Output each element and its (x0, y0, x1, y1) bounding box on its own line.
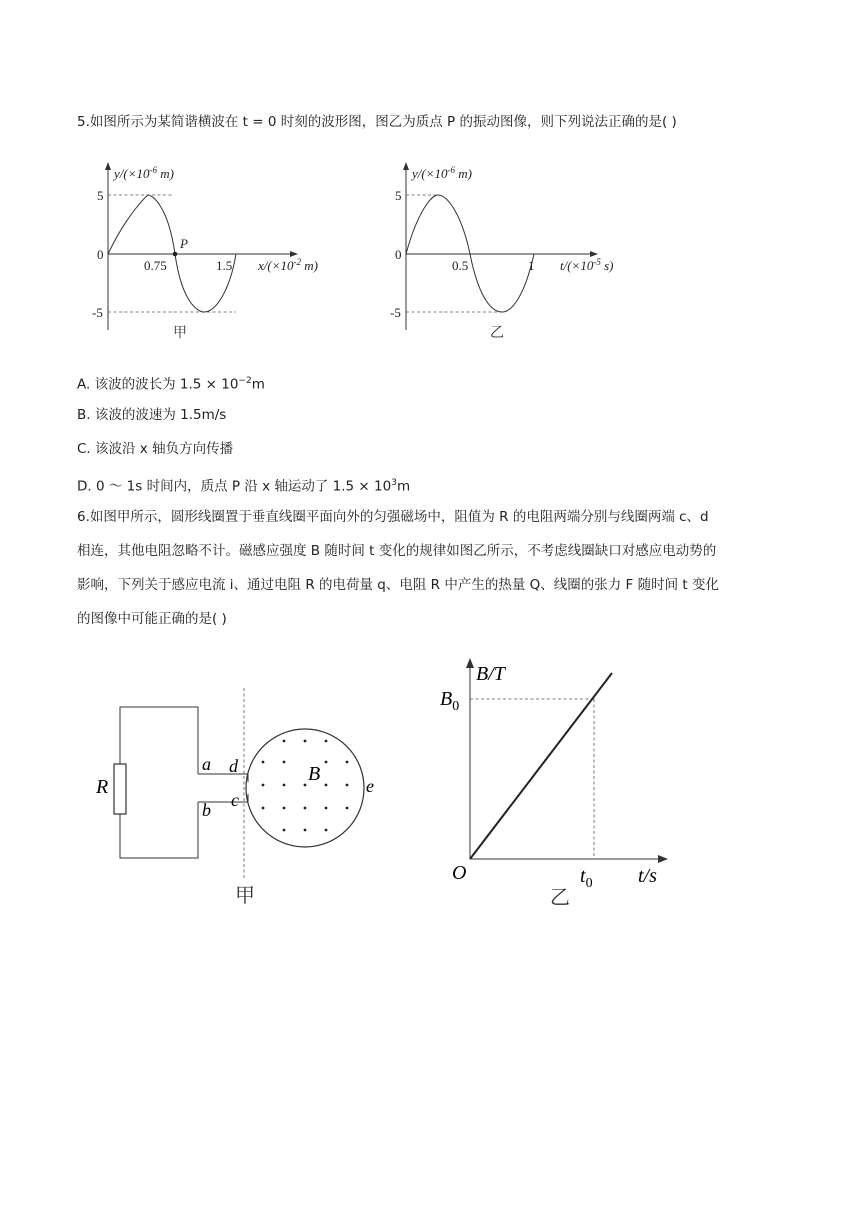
terminal-c-label: c (231, 790, 239, 810)
terminal-d-label: d (229, 756, 238, 776)
q6-stem-line-4: 的图像中可能正确的是( ) (77, 611, 227, 627)
y-axis-label: $y/(\times 10^{-6}$ m) (114, 165, 174, 181)
q6-figA-caption: 甲 (235, 885, 255, 907)
q6-stem-line-2: 相连，其他电阻忽略不计。磁感应强度 B 随时间 t 变化的规律如图乙所示，不考虑线圈缺口对感应电动势的 (77, 543, 717, 559)
q5-option-c[interactable]: C. 该波沿 x 轴负方向传播 (77, 441, 234, 457)
t0-label: $t_0$ (580, 865, 593, 891)
b-axis-label: B/T (476, 663, 505, 685)
q5-option-b[interactable]: B. 该波的波速为 1.5m/s (77, 407, 227, 423)
q5-option-a[interactable]: A. 该波的波长为 $1.5 \times 10^{-2}m$ (77, 376, 265, 393)
y-tick-5: 5 (97, 188, 104, 203)
b-axis-arrow-icon (466, 658, 474, 668)
q6-figB-caption: 乙 (550, 887, 570, 909)
t-axis-label: t/s (638, 865, 657, 887)
field-b-label: B (308, 763, 321, 785)
b-t-line (470, 673, 612, 859)
y-axis-arrow-icon (105, 162, 111, 170)
resistor-label: R (96, 776, 109, 798)
terminal-b-label: b (202, 800, 211, 820)
y-tick-0: 0 (97, 247, 104, 262)
y-tick-neg5: -5 (92, 305, 103, 320)
y-tick-0: 0 (395, 247, 402, 262)
q6-bt-graph (430, 650, 700, 915)
q5-option-d[interactable]: D. 0 ～ 1s 时间内，质点 P 沿 x 轴运动了 $1.5 \times 10^3m$ (77, 478, 411, 495)
t-axis-arrow-icon (658, 855, 668, 863)
y-tick-5: 5 (395, 188, 402, 203)
field-dots (262, 740, 349, 832)
x-tick-075: 0.75 (144, 258, 167, 273)
x-tick-05: 0.5 (452, 258, 469, 273)
b0-label: $B_0$ (440, 688, 460, 714)
x-axis-label: $x/(\times 10^{-2}$ m) (258, 257, 318, 273)
circuit-wire (120, 707, 198, 858)
point-p-marker (173, 252, 178, 257)
y-axis-arrow-icon (403, 162, 409, 170)
y-tick-neg5: -5 (390, 305, 401, 320)
q5-figA-caption: 甲 (173, 326, 187, 341)
q5-vibration-figure (386, 160, 656, 345)
point-p-label: P (180, 236, 188, 251)
q5-wave-figure (88, 160, 358, 345)
x-tick-15: 1.5 (216, 258, 233, 273)
q6-stem-line-1: 6.如图甲所示，圆形线圈置于垂直线圈平面向外的匀强磁场中，阻值为 R 的电阻两端分别与线圈两端 c、d (77, 509, 709, 525)
q5-figB-caption: 乙 (490, 326, 504, 341)
q5-stem: 5.如图所示为某简谐横波在 t = 0 时刻的波形图，图乙为质点 P 的振动图像，则下列说法正确的是( ) (77, 114, 677, 130)
coil-e-label: e (366, 776, 374, 796)
q6-stem-line-3: 影响，下列关于感应电流 i、通过电阻 R 的电荷量 q、电阻 R 中产生的热量 Q、线圈的张力 F 随时间 t 变化 (77, 577, 719, 593)
y-axis-label: $y/(\times 10^{-6}$ m) (412, 165, 472, 181)
x-tick-1: 1 (528, 258, 535, 273)
x-axis-label: $t/(\times 10^{-5}$ s) (560, 257, 614, 273)
terminal-a-label: a (202, 754, 211, 774)
resistor-icon (114, 764, 126, 814)
q6-circuit-figure (88, 680, 398, 915)
origin-label: O (452, 862, 467, 884)
